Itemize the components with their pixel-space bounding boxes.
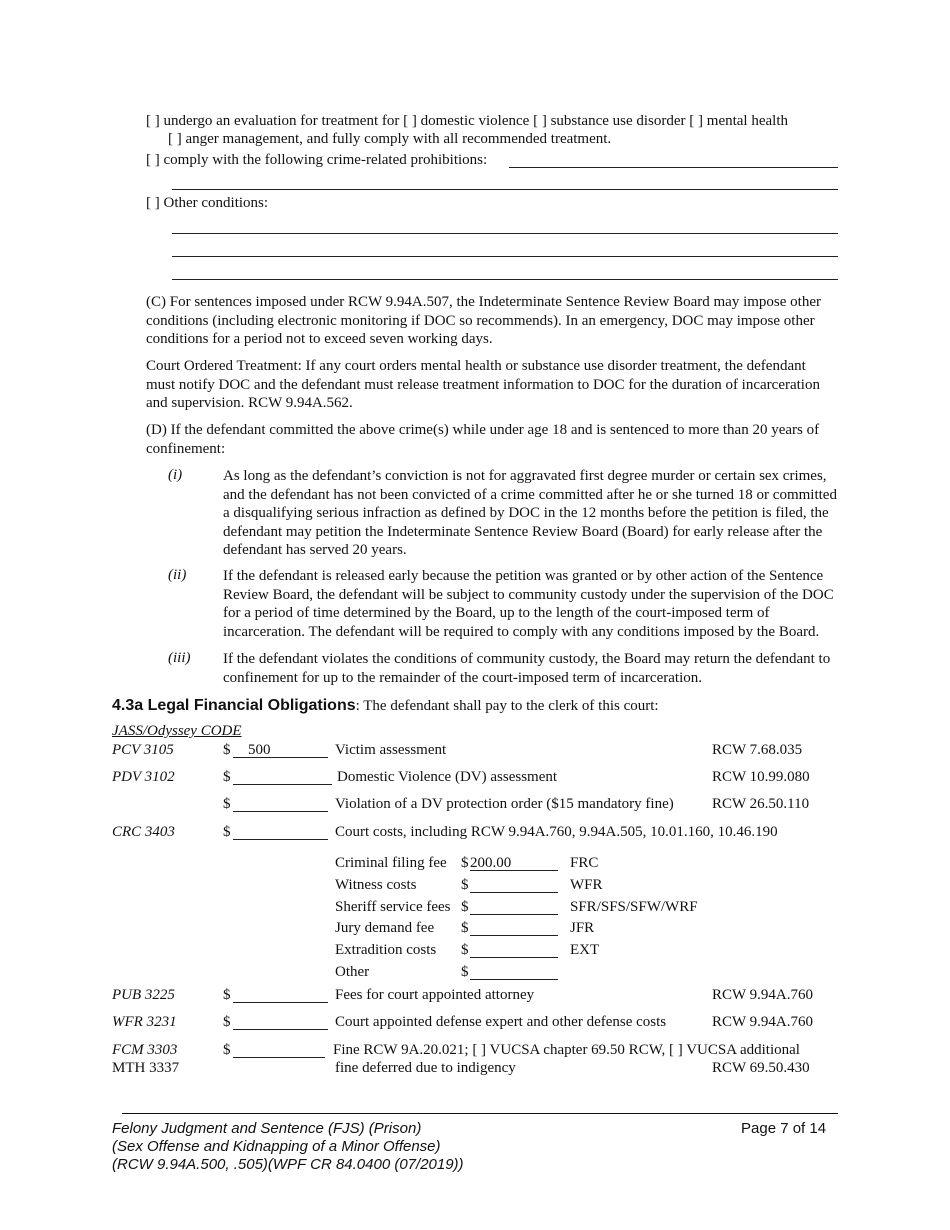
other-conditions-label: [ ] Other conditions: [146,195,269,211]
footer-divider [122,1113,838,1114]
dollar-sign: $ [223,769,231,785]
fee-code: EXT [570,942,600,958]
page-number: Page 7 of 14 [741,1120,827,1137]
dollar-sign: $ [223,824,231,840]
lfo-code: PUB 3225 [112,987,175,1003]
dollar-sign: $ [223,1042,231,1058]
lfo-description: Fine RCW 9A.20.021; [ ] VUCSA chapter 69.50 RCW, [ ] VUCSA additional [333,1042,800,1058]
fee-label: Sheriff service fees [335,899,451,915]
lfo-rcw: RCW 7.68.035 [712,742,803,758]
other-conditions-blank-line[interactable] [172,256,838,257]
lfo-code: CRC 3403 [112,824,175,840]
lfo-description: Victim assessment [335,742,447,758]
section-heading: 4.3a Legal Financial Obligations [112,697,356,714]
lfo-rcw: RCW 10.99.080 [712,769,810,785]
dollar-sign: $ [223,796,231,812]
amount-blank[interactable] [233,811,328,812]
lfo-description: Court appointed defense expert and other defense costs [335,1014,667,1030]
paragraph-c: (C) For sentences imposed under RCW 9.94A.507, the Indeterminate Sentence Review Board may impose other conditions (including electronic monitoring if DOC so recommends). In an emergency, DOC may impose other conditions for a period not to exceed seven working days. [146,294,821,347]
paragraph-court-ordered-treatment: Court Ordered Treatment: If any court orders mental health or substance use disorder treatment, the defendant must notify DOC and the defendant must release treatment information to DOC for the duration of incarceration and supervision. RCW 9.94A.562. [146,358,820,411]
lfo-description-2: fine deferred due to indigency [335,1060,516,1076]
lfo-code: PCV 3105 [112,742,174,758]
lfo-heading-line [112,697,659,715]
fee-label: Witness costs [335,877,417,893]
lfo-code-secondary: MTH 3337 [112,1060,180,1076]
fee-code: FRC [570,855,599,871]
item-text: As long as the defendant’s conviction is not for aggravated first degree murder or certain sex crimes, and the defendant has not been convicted of a crime committed after he or she turned 18 or committed a disqualifying serious infraction as defined by DOC in the 12 months before the petition is filed, the defendant may petition the Indeterminate Sentence Review Board (Board) for early release after the defendant has served 20 years. [223,468,837,558]
footer-form-subtitle: (Sex Offense and Kidnapping of a Minor Offense) [112,1138,441,1155]
lfo-description: Domestic Violence (DV) assessment [337,769,558,785]
prohibitions-blank-line[interactable] [509,167,838,168]
fee-code: SFR/SFS/SFW/WRF [570,899,698,915]
amount-value: 500 [248,742,271,758]
fee-label: Jury demand fee [335,920,435,936]
section-intro: : The defendant shall pay to the clerk of this court: [355,698,659,714]
dollar-sign: $ [461,942,469,958]
amount-blank[interactable] [233,839,328,840]
lfo-description: Violation of a DV protection order ($15 mandatory fine) [335,796,674,812]
lfo-description: Fees for court appointed attorney [335,987,535,1003]
prohibitions-blank-line-2[interactable] [172,189,838,190]
lfo-rcw: RCW 69.50.430 [712,1060,810,1076]
item-text: If the defendant is released early because the petition was granted or by other action of the Sentence Review Board, the defendant will be subject to community custody under the supervision of the DOC for a period of time determined by the Board, up to the length of the court-imposed term of incarceration. The defendant will be required to comply with any conditions imposed by the Board. [223,568,834,640]
lfo-rcw: RCW 26.50.110 [712,796,810,812]
paragraph-d: (D) If the defendant committed the above crime(s) while under age 18 and is sentenced to more than 20 years of confinement: [146,422,820,457]
amount-blank[interactable] [233,1057,325,1058]
other-conditions-blank-line[interactable] [172,279,838,280]
fee-label: Other [335,964,370,980]
fee-amount-blank[interactable] [470,979,558,980]
lfo-description: Court costs, including RCW 9.94A.760, 9.94A.505, 10.01.160, 10.46.190 [335,824,778,840]
dollar-sign: $ [461,899,469,915]
other-conditions-blank-line[interactable] [172,233,838,234]
prohibitions-label: [ ] comply with the following crime-related prohibitions: [146,152,488,168]
fee-label: Criminal filing fee [335,855,447,871]
lfo-code: FCM 3303 [112,1042,178,1058]
amount-blank[interactable] [233,1002,328,1003]
treatment-evaluation-line: [ ] undergo an evaluation for treatment for [ ] domestic violence [ ] substance use disorder [ ] mental health [146,113,788,129]
item-label: (iii) [168,650,191,666]
amount-blank[interactable] [233,784,332,785]
lfo-rcw: RCW 9.94A.760 [712,1014,813,1030]
dollar-sign: $ [461,855,469,871]
item-text: If the defendant violates the conditions of community custody, the Board may return the defendant to confinement for up to the remainder of the court-imposed term of incarceration. [223,651,831,686]
lfo-code: WFR 3231 [112,1014,177,1030]
dollar-sign: $ [223,987,231,1003]
dollar-sign: $ [461,964,469,980]
fee-code: JFR [570,920,595,936]
fee-label: Extradition costs [335,942,437,958]
item-label: (i) [168,467,183,483]
fee-amount: 200.00 [470,855,512,871]
amount-blank[interactable] [233,1029,328,1030]
dollar-sign: $ [223,1014,231,1030]
lfo-rcw: RCW 9.94A.760 [712,987,813,1003]
footer-form-reference: (RCW 9.94A.500, .505)(WPF CR 84.0400 (07/2019)) [112,1156,464,1173]
footer-form-title: Felony Judgment and Sentence (FJS) (Prison) [112,1120,422,1137]
lfo-code: PDV 3102 [112,769,175,785]
item-label: (ii) [168,567,187,583]
fee-amount-blank[interactable] [470,935,558,936]
fee-code: WFR [570,877,603,893]
code-column-header: JASS/Odyssey CODE [112,723,242,739]
fee-amount-blank[interactable] [470,957,558,958]
treatment-evaluation-line-2: [ ] anger management, and fully comply with all recommended treatment. [168,131,612,147]
dollar-sign: $ [223,742,231,758]
fee-amount-blank[interactable] [470,914,558,915]
dollar-sign: $ [461,877,469,893]
fee-amount-blank[interactable] [470,892,558,893]
dollar-sign: $ [461,920,469,936]
